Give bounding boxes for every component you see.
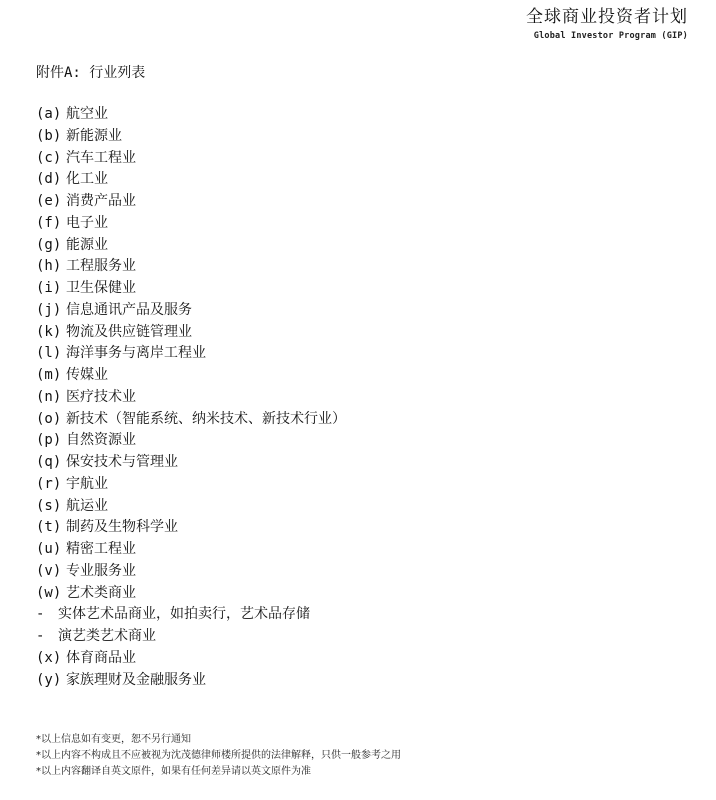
item-marker: (s) bbox=[36, 497, 62, 514]
item-text: 专业服务业 bbox=[66, 562, 136, 579]
item-marker: (h) bbox=[36, 258, 62, 275]
item-text: 化工业 bbox=[66, 171, 108, 188]
item-marker: (q) bbox=[36, 454, 62, 470]
item-text: 宇航业 bbox=[66, 475, 108, 492]
industry-item bbox=[36, 191, 346, 213]
program-subtitle: Global Investor Program (GIP) bbox=[533, 31, 688, 41]
industry-item bbox=[36, 365, 346, 387]
industry-item bbox=[36, 517, 346, 539]
item-marker: (f) bbox=[36, 214, 62, 231]
item-text: 汽车工程业 bbox=[66, 149, 136, 166]
industry-item bbox=[36, 430, 346, 452]
item-text: 工程服务业 bbox=[66, 258, 136, 275]
item-marker: (i) bbox=[36, 280, 62, 296]
item-text: 家族理财及金融服务业 bbox=[66, 671, 206, 688]
item-text: 演艺类艺术商业 bbox=[58, 628, 156, 644]
industry-item bbox=[36, 561, 346, 583]
industry-item bbox=[36, 670, 346, 692]
industry-item bbox=[36, 474, 346, 496]
item-text: 航空业 bbox=[66, 106, 108, 122]
item-marker: (k) bbox=[36, 323, 62, 340]
item-marker: (y) bbox=[36, 671, 62, 688]
item-text: 消费产品业 bbox=[66, 193, 136, 209]
industry-item bbox=[36, 300, 346, 322]
industry-item bbox=[36, 278, 346, 300]
item-text: 新技术（智能系统、纳米技术、新技术行业） bbox=[66, 410, 346, 427]
item-text: 制药及生物科学业 bbox=[66, 519, 178, 536]
item-marker: (b) bbox=[36, 127, 62, 144]
item-text: 传媒业 bbox=[66, 367, 108, 383]
appendix-heading: 附件A: 行业列表 bbox=[36, 65, 146, 81]
item-text: 体育商品业 bbox=[66, 649, 136, 666]
industry-item bbox=[36, 387, 346, 409]
industry-item bbox=[36, 496, 346, 518]
industry-item bbox=[36, 169, 346, 191]
item-marker: (r) bbox=[36, 475, 62, 492]
item-text: 医疗技术业 bbox=[66, 388, 136, 405]
item-marker: (u) bbox=[36, 541, 62, 557]
industry-item bbox=[36, 126, 346, 148]
item-text: 保安技术与管理业 bbox=[66, 454, 178, 470]
item-text: 海洋事务与离岸工程业 bbox=[66, 345, 206, 362]
item-marker: (j) bbox=[36, 301, 62, 318]
industry-item bbox=[36, 452, 346, 474]
industry-item bbox=[36, 322, 346, 344]
industry-item bbox=[36, 235, 346, 257]
industry-item bbox=[36, 604, 346, 626]
industry-item bbox=[36, 343, 346, 365]
industry-item bbox=[36, 626, 346, 648]
industry-item bbox=[36, 148, 346, 170]
item-marker: (g) bbox=[36, 236, 62, 253]
item-text: 信息通讯产品及服务 bbox=[66, 301, 192, 318]
item-marker: - bbox=[36, 628, 45, 644]
item-text: 精密工程业 bbox=[66, 541, 136, 557]
item-marker: (d) bbox=[36, 171, 62, 188]
industry-item bbox=[36, 104, 346, 126]
industry-item bbox=[36, 256, 346, 278]
item-marker: - bbox=[36, 606, 45, 623]
item-text: 电子业 bbox=[66, 214, 108, 231]
program-title: 全球商业投资者计划 bbox=[526, 7, 688, 27]
item-text: 物流及供应链管理业 bbox=[66, 323, 192, 340]
footnotes bbox=[36, 732, 401, 780]
document-header bbox=[526, 6, 688, 41]
industry-item bbox=[36, 409, 346, 431]
item-text: 卫生保健业 bbox=[66, 280, 136, 296]
item-marker: (l) bbox=[36, 345, 62, 362]
item-text: 新能源业 bbox=[66, 127, 122, 144]
footnote: *以上内容不构成且不应被视为沈茂德律师楼所提供的法律解释，只供一般参考之用 bbox=[36, 750, 401, 761]
item-marker: (m) bbox=[36, 367, 62, 383]
footnote: *以上信息如有变更，恕不另行通知 bbox=[36, 734, 191, 745]
item-text: 能源业 bbox=[66, 236, 108, 253]
item-marker: (w) bbox=[36, 584, 62, 601]
industry-list bbox=[36, 104, 346, 691]
item-text: 实体艺术品商业，如拍卖行，艺术品存储 bbox=[58, 606, 310, 623]
item-marker: (n) bbox=[36, 388, 62, 405]
item-marker: (e) bbox=[36, 193, 62, 209]
industry-item bbox=[36, 213, 346, 235]
item-marker: (a) bbox=[36, 106, 62, 122]
industry-item bbox=[36, 648, 346, 670]
industry-item bbox=[36, 583, 346, 605]
item-marker: (c) bbox=[36, 149, 62, 166]
item-text: 航运业 bbox=[66, 497, 108, 514]
item-text: 自然资源业 bbox=[66, 432, 136, 449]
item-marker: (o) bbox=[36, 410, 62, 427]
item-marker: (x) bbox=[36, 649, 62, 666]
item-text: 艺术类商业 bbox=[66, 584, 136, 601]
industry-item bbox=[36, 539, 346, 561]
footnote: *以上内容翻译自英文原件，如果有任何差异请以英文原件为准 bbox=[36, 766, 311, 777]
item-marker: (v) bbox=[36, 562, 62, 579]
item-marker: (t) bbox=[36, 519, 62, 536]
item-marker: (p) bbox=[36, 432, 62, 449]
